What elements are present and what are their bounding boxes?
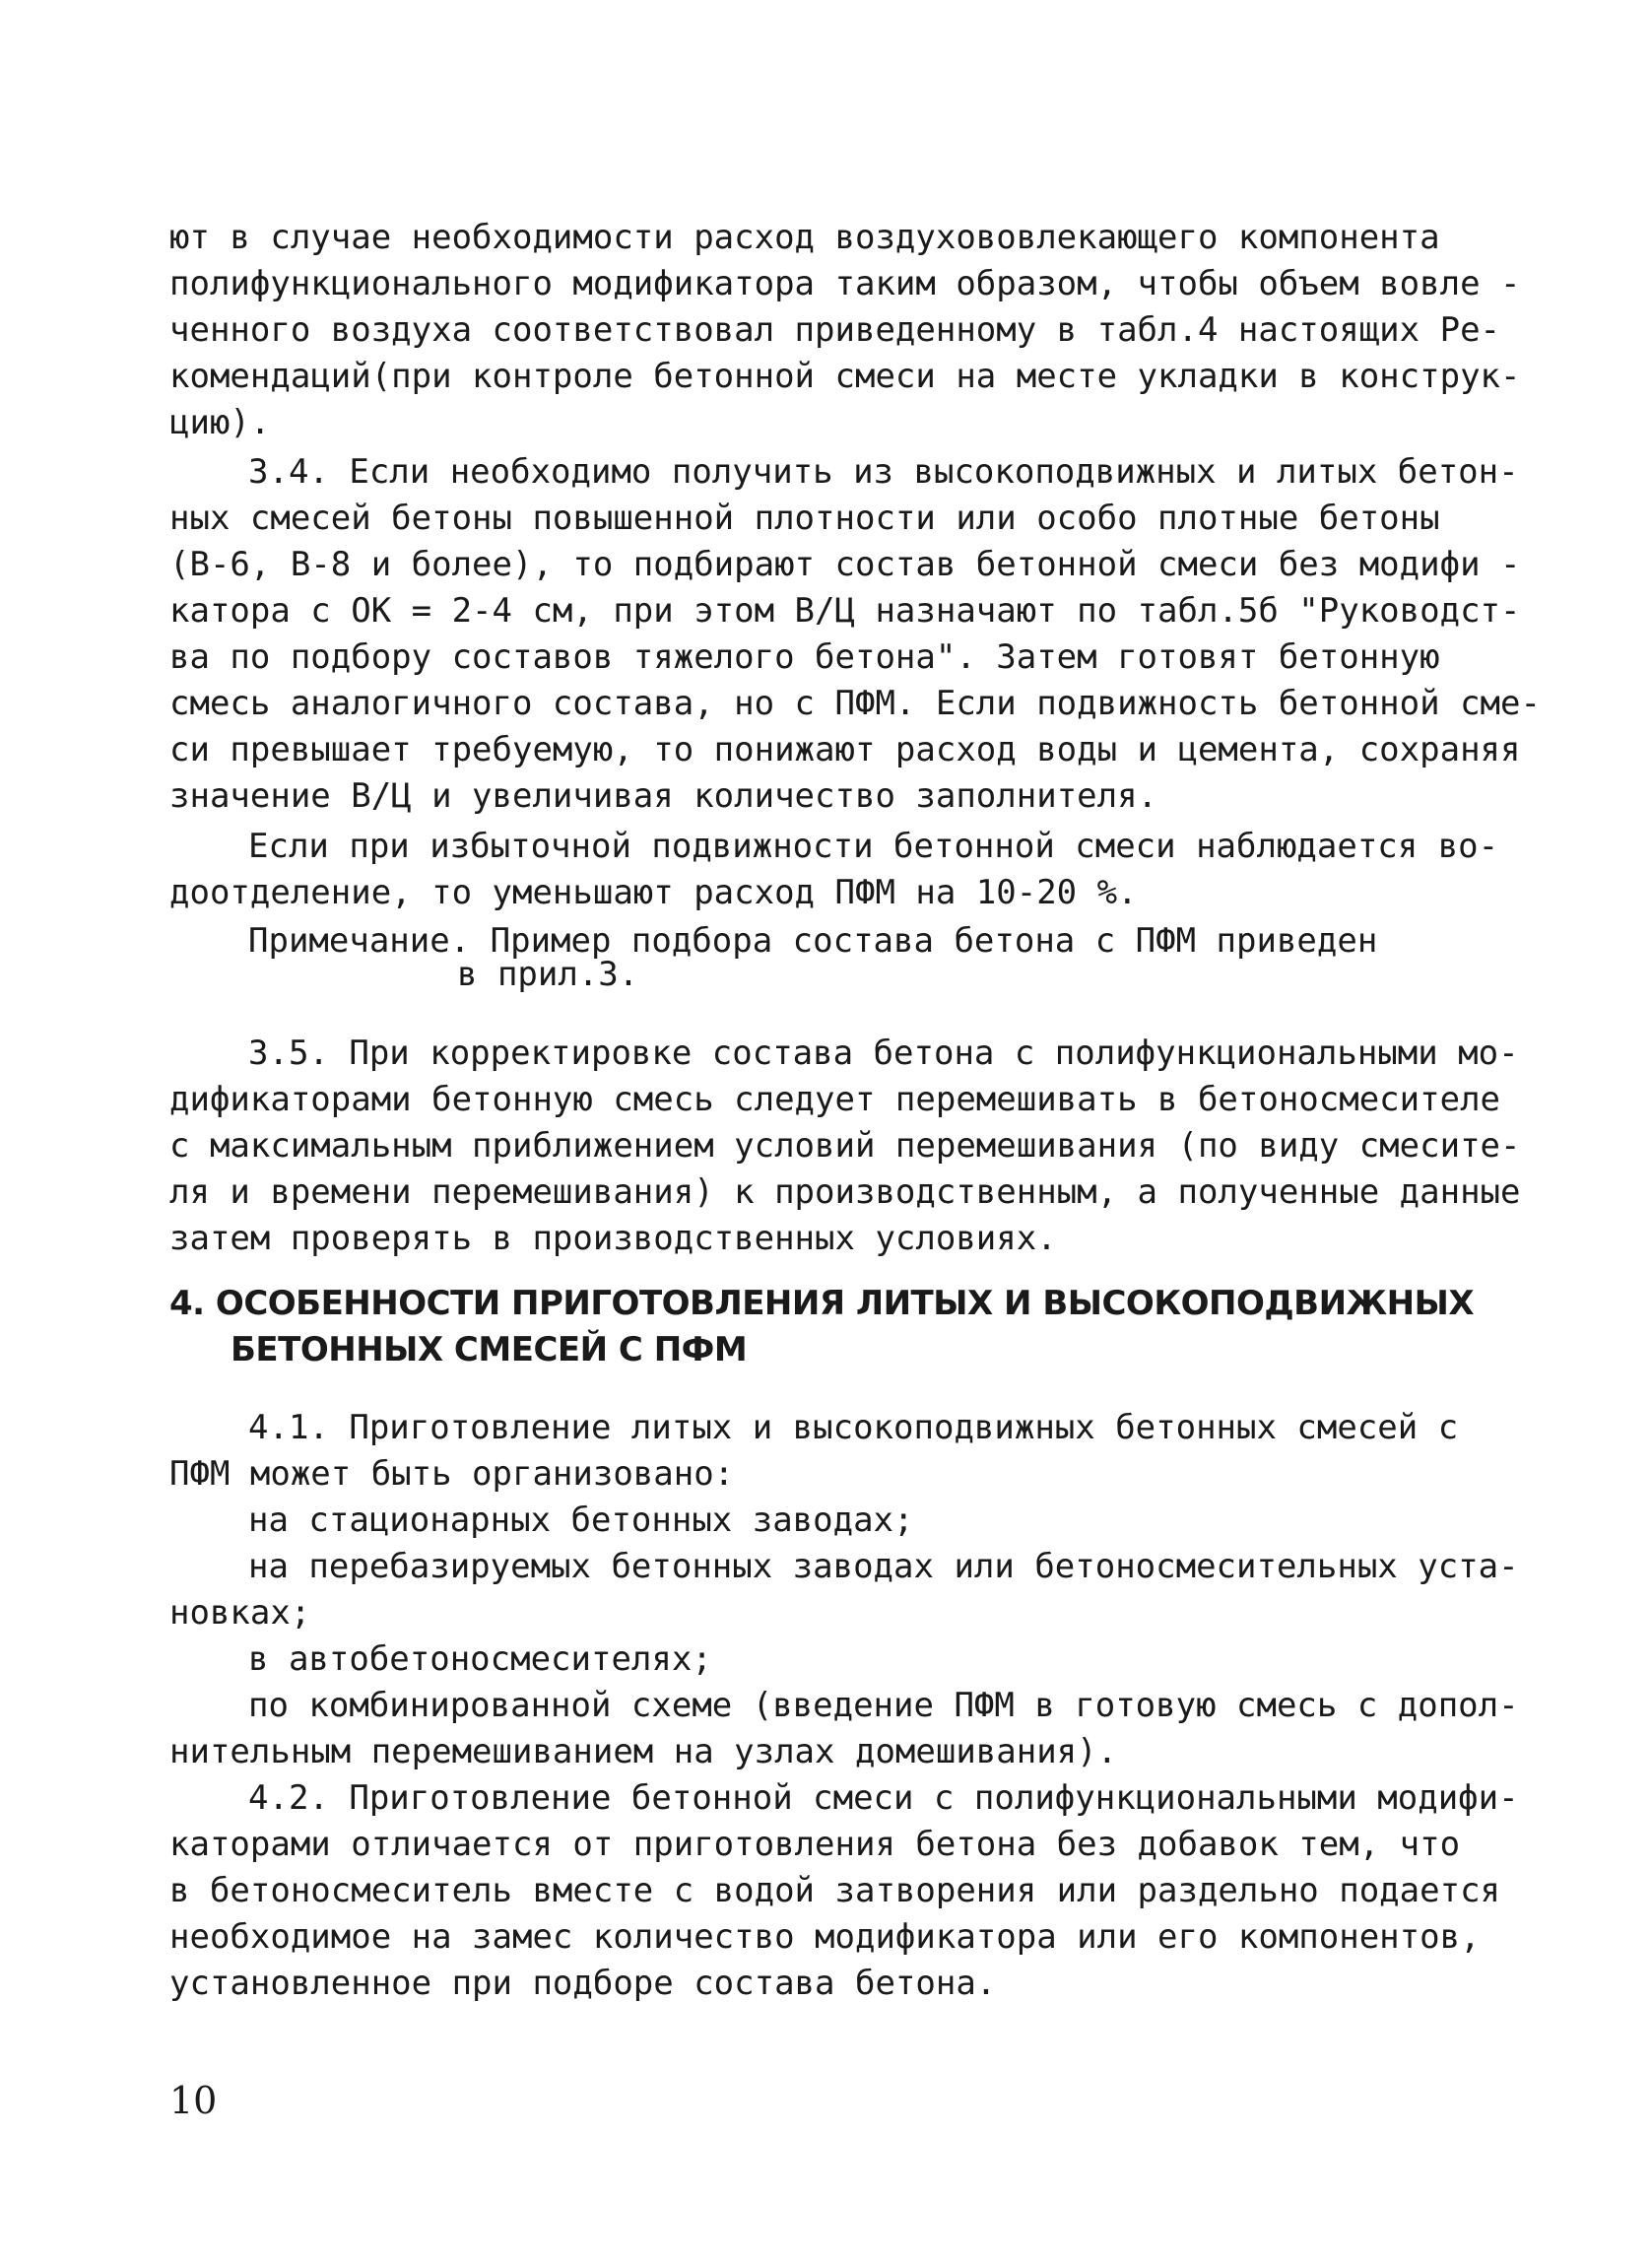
- text-line: установленное при подборе состава бетона.: [169, 1964, 997, 2003]
- text-line: новках;: [169, 1593, 311, 1633]
- text-line: с максимальным приближением условий перемешивания (по виду смесите-: [169, 1126, 1521, 1166]
- text-line: нительным перемешиванием на узлах домешивания).: [169, 1732, 1118, 1771]
- text-line: ПФМ может быть организовано:: [169, 1454, 735, 1494]
- heading-line: 4. ОСОБЕННОСТИ ПРИГОТОВЛЕНИЯ ЛИТЫХ И ВЫСОКОПОДВИЖНЫХ: [169, 1284, 1475, 1323]
- text-line: в бетоносмеситель вместе с водой затворения или раздельно подается: [169, 1871, 1501, 1910]
- text-line: ля и времени перемешивания) к производственным, а полученные данные: [169, 1172, 1521, 1212]
- text-line: 3.5. При корректировке состава бетона с полифункциональными мо-: [248, 1034, 1519, 1073]
- text-line: затем проверять в производственных условиях.: [169, 1219, 1057, 1258]
- note-line: Примечание. Пример подбора состава бетона с ПФМ приведен: [248, 921, 1378, 961]
- text-line: ченного воздуха соответствовал приведенному в табл.4 настоящих Ре-: [169, 310, 1501, 350]
- text-line: доотделение, то уменьшают расход ПФМ на 10-20 %.: [169, 873, 1138, 912]
- text-line: ва по подбору составов тяжелого бетона". Затем готовят бетонную: [169, 637, 1440, 677]
- list-item: [169, 1636, 1468, 1683]
- text-line: цию).: [169, 403, 271, 442]
- text-line: по комбинированной схеме (введение ПФМ в готовую смесь с допол-: [248, 1686, 1519, 1725]
- text-line: на перебазируемых бетонных заводах или бетоносмесительных уста-: [248, 1547, 1519, 1586]
- text-line: комендаций(при контроле бетонной смеси на месте укладки в конструк-: [169, 357, 1521, 396]
- text-line: 4.1. Приготовление литых и высокоподвижных бетонных смесей с: [248, 1408, 1459, 1447]
- text-line: в автобетоносмесителях;: [248, 1639, 712, 1679]
- paragraph-4-1: [169, 1405, 1468, 1498]
- note-line: в прил.3.: [457, 955, 639, 994]
- paragraph-4-2: [169, 1775, 1519, 2007]
- text-line: 4.2. Приготовление бетонной смеси с полифункциональными модифи-: [248, 1778, 1519, 1818]
- text-line: Если при избыточной подвижности бетонной смеси наблюдается во-: [248, 827, 1499, 866]
- list-item: [169, 1544, 1519, 1636]
- text-line: катора с ОК = 2-4 см, при этом В/Ц назначают по табл.5б "Руководст-: [169, 591, 1521, 631]
- heading-line: БЕТОННЫХ СМЕСЕЙ С ПФМ: [231, 1330, 748, 1369]
- text-line: полифункционального модификатора таким образом, чтобы объем вовле -: [169, 264, 1521, 303]
- paragraph-water-separation: [169, 824, 1499, 916]
- text-line: ют в случае необходимости расход воздухововлекающего компонента: [169, 218, 1440, 257]
- list-item: [169, 1683, 1519, 1775]
- text-line: дификаторами бетонную смесь следует перемешивать в бетоносмесителе: [169, 1080, 1501, 1119]
- text-line: 3.4. Если необходимо получить из высокоподвижных и литых бетон-: [248, 452, 1519, 492]
- paragraph-3-4: [169, 449, 1541, 820]
- text-line: смесь аналогичного состава, но с ПФМ. Если подвижность бетонной сме-: [169, 684, 1541, 723]
- text-line: на стационарных бетонных заводах;: [248, 1501, 914, 1540]
- section-heading: [169, 1281, 1474, 1373]
- paragraph-continuation: [169, 215, 1521, 446]
- text-line: ных смесей бетоны повышенной плотности или особо плотные бетоны: [169, 499, 1440, 538]
- text-line: каторами отличается от приготовления бетона без добавок тем, что: [169, 1825, 1461, 1864]
- note: [248, 921, 1378, 994]
- text-line: си превышает требуемую, то понижают расход воды и цемента, сохраняя: [169, 730, 1521, 769]
- paragraph-3-5: [169, 1031, 1521, 1262]
- text-line: значение В/Ц и увеличивая количество заполнителя.: [169, 776, 1158, 816]
- page-number: 10: [169, 2079, 218, 2122]
- text-line: (В-6, В-8 и более), то подбирают состав бетонной смеси без модифи -: [169, 545, 1521, 584]
- text-line: необходимое на замес количество модификатора или его компонентов,: [169, 1917, 1481, 1957]
- list-item: [169, 1498, 1468, 1544]
